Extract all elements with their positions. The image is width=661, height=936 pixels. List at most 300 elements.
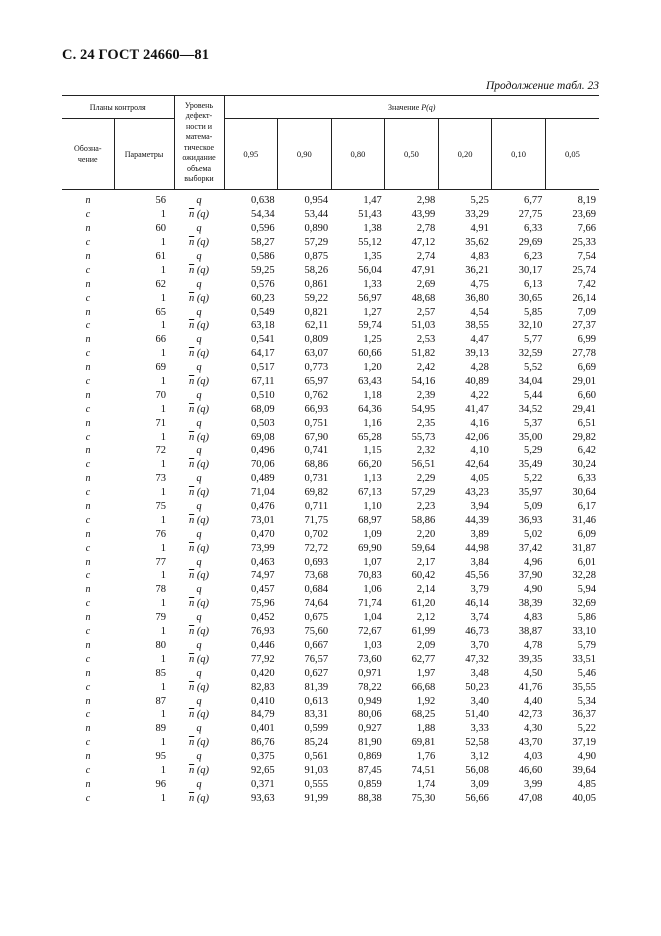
value-cell: 75,30 — [411, 792, 436, 804]
value-cell: 35,00 — [518, 431, 543, 443]
plan-symbol: c — [85, 681, 91, 693]
value-cell: 0,496 — [250, 445, 275, 457]
table-row — [62, 583, 599, 597]
value-cell: 2,12 — [416, 612, 436, 624]
table-row — [62, 388, 599, 402]
value-cell: 30,64 — [572, 487, 596, 499]
value-cell: 0,517 — [250, 362, 275, 374]
value-cell: 1,16 — [363, 417, 382, 429]
plan-symbol: n — [85, 445, 91, 457]
value-cell: 7,09 — [577, 306, 596, 318]
plan-parameter: 73 — [155, 473, 166, 485]
value-cell: 30,17 — [518, 264, 543, 276]
table-row — [62, 319, 599, 333]
plan-symbol: n — [85, 195, 91, 207]
value-cell: 5,25 — [470, 195, 489, 207]
value-cell: 41,76 — [518, 681, 543, 693]
plan-parameter: 1 — [160, 348, 166, 360]
value-cell: 0,773 — [304, 362, 329, 374]
value-cell: 58,27 — [250, 237, 275, 249]
value-cell: 7,54 — [577, 251, 596, 262]
plan-parameter: 77 — [155, 556, 166, 568]
value-cell: 4,47 — [470, 334, 489, 346]
plan-symbol: c — [85, 292, 91, 304]
value-cell: 0,684 — [304, 584, 329, 596]
header-values-text: Значение P(q) — [388, 102, 436, 112]
level-symbol: $\overline{n}$ (q) — [188, 209, 210, 221]
table-row — [62, 190, 599, 208]
value-cell: 1,33 — [363, 278, 382, 290]
value-cell: 27,37 — [572, 320, 596, 332]
value-cell: 32,59 — [518, 348, 543, 360]
plan-symbol: n — [85, 723, 91, 735]
level-symbol: $\overline{n}$ (q) — [188, 376, 210, 388]
value-cell: 64,17 — [250, 348, 275, 360]
table-row — [62, 652, 599, 666]
plan-symbol: c — [85, 237, 91, 249]
value-cell: 6,42 — [577, 445, 596, 457]
plan-symbol: n — [85, 501, 91, 513]
value-cell: 71,04 — [250, 487, 275, 499]
value-cell: 0,731 — [304, 473, 329, 485]
plan-symbol: c — [85, 764, 91, 776]
value-cell: 1,27 — [363, 306, 382, 318]
value-cell: 0,711 — [304, 501, 329, 513]
plan-parameter: 1 — [160, 320, 166, 332]
value-cell: 2,23 — [416, 501, 436, 513]
value-cell: 1,09 — [363, 528, 382, 540]
value-cell: 38,55 — [465, 320, 489, 332]
value-cell: 0,596 — [250, 223, 275, 235]
value-cell: 43,99 — [411, 209, 436, 221]
level-symbol: $\overline{n}$ (q) — [188, 653, 210, 665]
value-cell: 33,51 — [572, 653, 596, 665]
value-cell: 91,03 — [304, 764, 329, 776]
value-cell: 0,954 — [304, 195, 329, 207]
level-symbol: $\overline{n}$ (q) — [188, 709, 210, 721]
header-probability: 0,05 — [545, 119, 599, 190]
table-row — [62, 625, 599, 639]
table-row — [62, 277, 599, 291]
header-probability: 0,80 — [331, 119, 385, 190]
level-symbol: q — [196, 251, 202, 262]
plan-parameter: 1 — [160, 542, 166, 554]
plan-symbol: n — [85, 278, 91, 290]
level-symbol: q — [196, 695, 202, 707]
value-cell: 3,33 — [470, 723, 489, 735]
level-symbol: q — [196, 278, 202, 290]
value-cell: 44,98 — [465, 542, 489, 554]
value-cell: 5,77 — [524, 334, 543, 346]
header-probability: 0,10 — [492, 119, 546, 190]
value-cell: 6,99 — [577, 334, 596, 346]
value-cell: 0,627 — [304, 667, 329, 679]
table-row — [62, 513, 599, 527]
plan-parameter: 66 — [155, 334, 166, 346]
value-cell: 72,67 — [358, 626, 382, 638]
value-cell: 2,57 — [416, 306, 436, 318]
plan-parameter: 1 — [160, 792, 166, 804]
value-cell: 73,68 — [304, 570, 329, 582]
table-row — [62, 361, 599, 375]
plan-symbol: c — [85, 209, 91, 221]
value-cell: 2,29 — [416, 473, 436, 485]
value-cell: 68,09 — [250, 403, 275, 415]
plan-symbol: c — [85, 487, 91, 499]
value-cell: 0,971 — [358, 667, 382, 679]
value-cell: 4,85 — [577, 778, 596, 790]
header-designation — [62, 119, 114, 190]
plan-parameter: 1 — [160, 570, 166, 582]
table-row — [62, 375, 599, 389]
level-symbol: q — [196, 306, 202, 318]
value-cell: 1,38 — [363, 223, 382, 235]
value-cell: 0,452 — [250, 612, 275, 624]
value-cell: 85,24 — [304, 737, 329, 749]
value-cell: 58,26 — [304, 264, 329, 276]
value-cell: 35,49 — [518, 459, 543, 471]
level-symbol: $\overline{n}$ (q) — [188, 348, 210, 360]
value-cell: 4,30 — [524, 723, 543, 735]
value-cell: 54,95 — [411, 403, 436, 415]
value-cell: 3,74 — [470, 612, 489, 624]
value-cell: 69,08 — [250, 431, 275, 443]
value-cell: 5,79 — [577, 639, 596, 651]
level-symbol: q — [196, 778, 202, 790]
table-row — [62, 416, 599, 430]
value-cell: 6,77 — [524, 195, 543, 207]
value-cell: 87,45 — [358, 764, 382, 776]
value-cell: 58,86 — [411, 514, 436, 526]
value-cell: 6,33 — [577, 473, 596, 485]
level-symbol: q — [196, 723, 202, 735]
value-cell: 0,446 — [250, 639, 275, 651]
plan-parameter: 96 — [155, 778, 166, 790]
value-cell: 47,32 — [465, 653, 489, 665]
level-symbol: $\overline{n}$ (q) — [188, 626, 210, 638]
value-cell: 4,50 — [524, 667, 543, 679]
value-cell: 30,24 — [572, 459, 596, 471]
value-cell: 0,927 — [358, 723, 382, 735]
plan-symbol: n — [85, 362, 91, 374]
table-row — [62, 569, 599, 583]
plan-symbol: c — [85, 264, 91, 276]
value-cell: 30,65 — [518, 292, 543, 304]
value-cell: 6,60 — [577, 389, 596, 401]
level-symbol: $\overline{n}$ (q) — [188, 542, 210, 554]
value-cell: 0,555 — [304, 778, 329, 790]
value-cell: 67,13 — [358, 487, 382, 499]
value-cell: 1,74 — [416, 778, 436, 790]
value-cell: 1,20 — [363, 362, 382, 374]
value-cell: 56,08 — [465, 764, 489, 776]
table-row — [62, 541, 599, 555]
value-cell: 2,69 — [416, 278, 436, 290]
plan-symbol: n — [85, 528, 91, 540]
table-row — [62, 236, 599, 250]
table-row — [62, 430, 599, 444]
value-cell: 4,54 — [470, 306, 489, 318]
plan-parameter: 71 — [155, 417, 166, 429]
plan-parameter: 80 — [155, 639, 166, 651]
value-cell: 3,94 — [470, 501, 489, 513]
plan-parameter: 60 — [155, 223, 166, 235]
value-cell: 66,93 — [304, 403, 329, 415]
value-cell: 6,51 — [577, 417, 596, 429]
value-cell: 4,28 — [470, 362, 489, 374]
level-symbol: $\overline{n}$ (q) — [188, 514, 210, 526]
plan-parameter: 76 — [155, 528, 166, 540]
value-cell: 82,83 — [250, 681, 275, 693]
value-cell: 46,73 — [465, 626, 489, 638]
value-cell: 5,94 — [577, 584, 596, 596]
value-cell: 33,29 — [465, 209, 489, 221]
table-row — [62, 250, 599, 264]
header-designation-text: Обозна- чение — [73, 144, 102, 164]
value-cell: 4,16 — [470, 417, 489, 429]
value-cell: 34,52 — [518, 403, 543, 415]
value-cell: 1,76 — [416, 751, 436, 763]
value-cell: 1,88 — [416, 723, 436, 735]
value-cell: 25,74 — [572, 264, 596, 276]
level-symbol: q — [196, 751, 202, 763]
value-cell: 0,809 — [304, 334, 329, 346]
value-cell: 2,98 — [416, 195, 436, 207]
plan-symbol: c — [85, 376, 91, 388]
table-row — [62, 444, 599, 458]
plan-parameter: 56 — [155, 195, 166, 207]
table-row — [62, 750, 599, 764]
value-cell: 67,90 — [304, 431, 329, 443]
value-cell: 2,20 — [416, 528, 436, 540]
value-cell: 2,39 — [416, 389, 436, 401]
value-cell: 54,16 — [411, 376, 436, 388]
value-cell: 73,60 — [358, 653, 382, 665]
value-cell: 0,561 — [304, 751, 329, 763]
plan-symbol: c — [85, 709, 91, 721]
value-cell: 69,81 — [411, 737, 436, 749]
value-cell: 65,28 — [358, 431, 382, 443]
value-cell: 68,97 — [358, 514, 382, 526]
header-plans-group: Планы контроля — [62, 96, 174, 119]
plan-parameter: 1 — [160, 681, 166, 693]
value-cell: 3,89 — [470, 528, 489, 540]
value-cell: 7,42 — [577, 278, 596, 290]
table-row — [62, 708, 599, 722]
table-row — [62, 639, 599, 653]
value-cell: 83,31 — [304, 709, 329, 721]
level-symbol: q — [196, 223, 202, 235]
value-cell: 7,66 — [577, 223, 596, 235]
value-cell: 35,97 — [518, 487, 543, 499]
value-cell: 44,39 — [465, 514, 489, 526]
plan-symbol: n — [85, 556, 91, 568]
plan-parameter: 1 — [160, 403, 166, 415]
value-cell: 1,06 — [363, 584, 382, 596]
value-cell: 38,39 — [518, 598, 543, 610]
table-row — [62, 402, 599, 416]
value-cell: 81,39 — [304, 681, 329, 693]
plan-parameter: 1 — [160, 653, 166, 665]
value-cell: 81,90 — [358, 737, 382, 749]
plan-parameter: 1 — [160, 598, 166, 610]
value-cell: 4,40 — [524, 695, 543, 707]
table-row — [62, 486, 599, 500]
value-cell: 0,821 — [304, 306, 329, 318]
value-cell: 1,18 — [363, 389, 382, 401]
plan-parameter: 78 — [155, 584, 166, 596]
plan-symbol: n — [85, 778, 91, 790]
value-cell: 2,14 — [416, 584, 436, 596]
value-cell: 70,83 — [358, 570, 382, 582]
value-cell: 47,12 — [411, 237, 436, 249]
table-row — [62, 472, 599, 486]
value-cell: 2,17 — [416, 556, 436, 568]
value-cell: 5,22 — [577, 723, 596, 735]
value-cell: 61,20 — [411, 598, 436, 610]
value-cell: 51,03 — [411, 320, 436, 332]
value-cell: 60,42 — [411, 570, 436, 582]
level-symbol: $\overline{n}$ (q) — [188, 598, 210, 610]
value-cell: 75,96 — [250, 598, 275, 610]
value-cell: 6,13 — [524, 278, 543, 290]
value-cell: 29,82 — [572, 431, 596, 443]
value-cell: 5,85 — [524, 306, 543, 318]
plan-parameter: 1 — [160, 709, 166, 721]
value-cell: 54,34 — [250, 209, 275, 221]
value-cell: 91,99 — [304, 792, 329, 804]
value-cell: 62,11 — [304, 320, 329, 332]
value-cell: 0,638 — [250, 195, 275, 207]
plan-symbol: c — [85, 320, 91, 332]
plan-parameter: 75 — [155, 501, 166, 513]
value-cell: 51,82 — [411, 348, 436, 360]
value-cell: 0,576 — [250, 278, 275, 290]
value-cell: 56,66 — [465, 792, 489, 804]
value-cell: 2,35 — [416, 417, 436, 429]
value-cell: 66,20 — [358, 459, 382, 471]
level-symbol: $\overline{n}$ (q) — [188, 737, 210, 749]
value-cell: 36,21 — [465, 264, 489, 276]
value-cell: 4,83 — [470, 251, 489, 262]
value-cell: 0,470 — [250, 528, 275, 540]
value-cell: 68,25 — [411, 709, 436, 721]
header-level — [174, 96, 224, 190]
value-cell: 59,22 — [304, 292, 329, 304]
value-cell: 6,23 — [524, 251, 543, 262]
value-cell: 73,01 — [250, 514, 275, 526]
value-cell: 63,43 — [358, 376, 382, 388]
level-symbol: $\overline{n}$ (q) — [188, 403, 210, 415]
value-cell: 37,90 — [518, 570, 543, 582]
level-symbol: $\overline{n}$ (q) — [188, 792, 210, 804]
header-probability: 0,20 — [438, 119, 492, 190]
level-symbol: $\overline{n}$ (q) — [188, 431, 210, 443]
value-cell: 0,489 — [250, 473, 275, 485]
value-cell: 5,22 — [524, 473, 543, 485]
value-cell: 32,69 — [572, 598, 596, 610]
value-cell: 0,675 — [304, 612, 329, 624]
plan-parameter: 85 — [155, 667, 166, 679]
value-cell: 36,37 — [572, 709, 596, 721]
value-cell: 74,51 — [411, 764, 436, 776]
plan-symbol: n — [85, 584, 91, 596]
plan-parameter: 1 — [160, 209, 166, 221]
value-cell: 67,11 — [251, 376, 275, 388]
value-cell: 76,93 — [250, 626, 275, 638]
table-row — [62, 736, 599, 750]
plan-symbol: n — [85, 389, 91, 401]
value-cell: 25,33 — [572, 237, 596, 249]
value-cell: 6,17 — [577, 501, 596, 513]
value-cell: 73,99 — [250, 542, 275, 554]
value-cell: 6,01 — [577, 556, 596, 568]
plan-parameter: 1 — [160, 292, 166, 304]
value-cell: 2,74 — [416, 251, 436, 262]
value-cell: 0,503 — [250, 417, 275, 429]
value-cell: 32,10 — [518, 320, 543, 332]
plan-symbol: n — [85, 667, 91, 679]
value-cell: 5,37 — [524, 417, 543, 429]
header-parameters: Параметры — [114, 119, 174, 190]
plan-symbol: c — [85, 431, 91, 443]
value-cell: 1,13 — [363, 473, 382, 485]
table-row — [62, 694, 599, 708]
value-cell: 4,78 — [524, 639, 543, 651]
value-cell: 1,15 — [363, 445, 382, 457]
value-cell: 41,47 — [465, 403, 489, 415]
value-cell: 48,68 — [411, 292, 436, 304]
value-cell: 57,29 — [411, 487, 436, 499]
value-cell: 3,12 — [470, 751, 489, 763]
level-symbol: q — [196, 334, 202, 346]
level-symbol: q — [196, 639, 202, 651]
table-row — [62, 333, 599, 347]
plan-symbol: n — [85, 223, 91, 235]
level-symbol: q — [196, 556, 202, 568]
level-symbol: $\overline{n}$ (q) — [188, 320, 210, 332]
value-cell: 37,19 — [572, 737, 596, 749]
value-cell: 80,06 — [358, 709, 382, 721]
value-cell: 4,75 — [470, 278, 489, 290]
plan-symbol: n — [85, 417, 91, 429]
value-cell: 0,751 — [304, 417, 329, 429]
plan-parameter: 70 — [155, 389, 166, 401]
value-cell: 71,74 — [358, 598, 382, 610]
value-cell: 1,35 — [363, 251, 382, 262]
plan-symbol: n — [85, 639, 91, 651]
level-symbol: q — [196, 501, 202, 513]
value-cell: 77,92 — [250, 653, 275, 665]
table-row — [62, 208, 599, 222]
plan-parameter: 65 — [155, 306, 166, 318]
value-cell: 92,65 — [250, 764, 275, 776]
value-cell: 4,05 — [470, 473, 489, 485]
value-cell: 1,25 — [363, 334, 382, 346]
table-body — [62, 190, 599, 806]
plan-symbol: n — [85, 751, 91, 763]
value-cell: 0,599 — [304, 723, 329, 735]
value-cell: 61,99 — [411, 626, 436, 638]
value-cell: 0,371 — [250, 778, 275, 790]
value-cell: 27,78 — [572, 348, 596, 360]
plan-parameter: 69 — [155, 362, 166, 374]
value-cell: 66,68 — [411, 681, 436, 693]
plan-parameter: 1 — [160, 237, 166, 249]
value-cell: 56,51 — [411, 459, 436, 471]
value-cell: 2,78 — [416, 223, 436, 235]
plan-symbol: n — [85, 334, 91, 346]
